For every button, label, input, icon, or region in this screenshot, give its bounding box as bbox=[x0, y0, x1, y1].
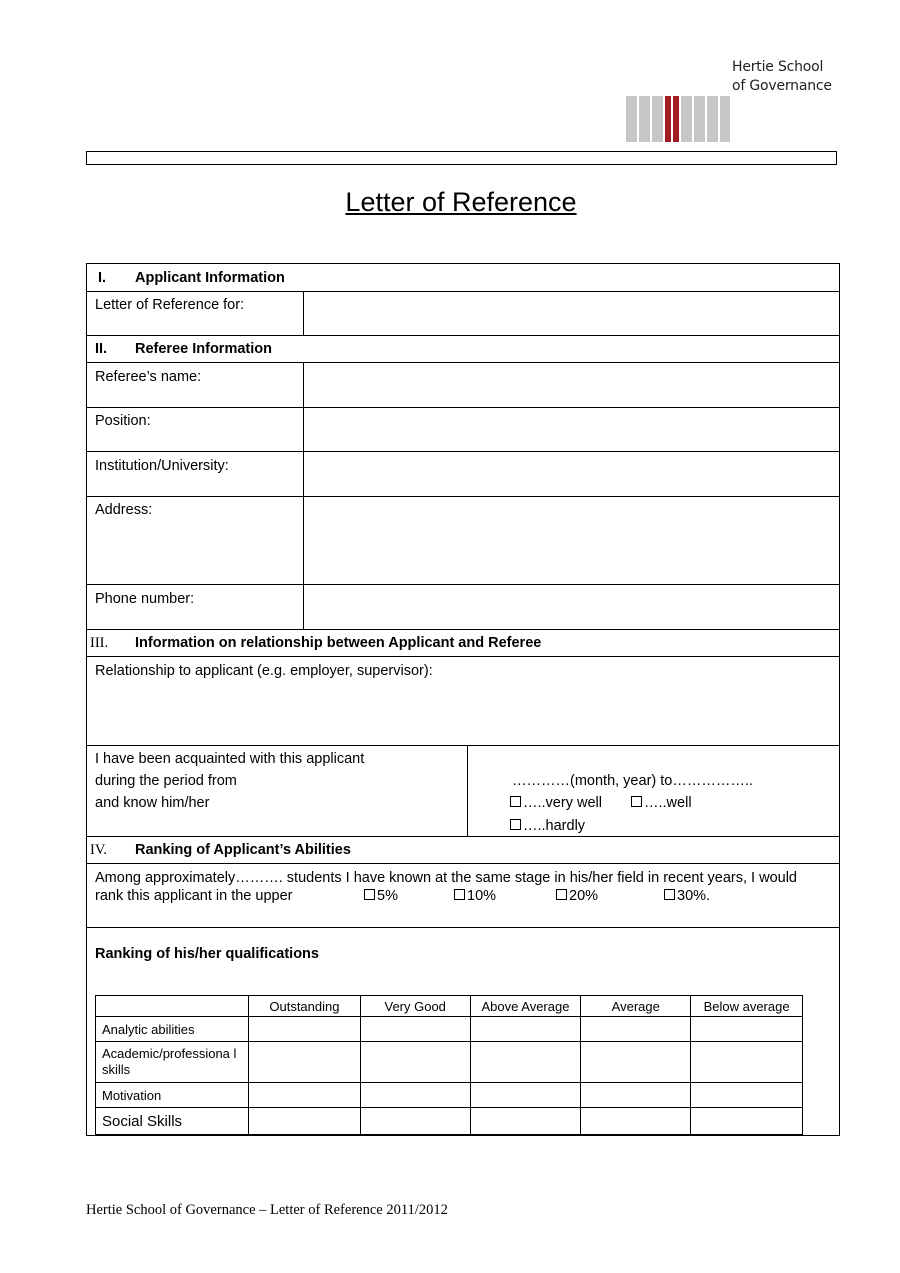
option-20-percent-label: 20% bbox=[569, 888, 599, 904]
address-field[interactable] bbox=[305, 497, 837, 583]
table-cell[interactable] bbox=[691, 1108, 803, 1135]
table-cell[interactable] bbox=[470, 1017, 581, 1042]
checkbox-icon[interactable] bbox=[510, 796, 521, 807]
page-title: Letter of Reference bbox=[345, 187, 577, 217]
letter-for-field[interactable] bbox=[305, 292, 837, 334]
acquainted-line-2: during the period from bbox=[95, 773, 237, 789]
table-cell[interactable] bbox=[691, 1017, 803, 1042]
table-header-row bbox=[96, 996, 803, 1017]
section-4-title: Ranking of Applicant’s Abilities bbox=[135, 842, 351, 858]
column-above-average: Above Average bbox=[470, 996, 581, 1017]
option-well[interactable] bbox=[631, 794, 692, 812]
row-label-academic bbox=[96, 1042, 249, 1083]
label-phone: Phone number: bbox=[95, 591, 195, 607]
school-name-line2: of Governance bbox=[732, 78, 832, 94]
period-text[interactable]: …………(month, year) to…………….. bbox=[512, 773, 753, 789]
table-cell[interactable] bbox=[581, 1083, 691, 1108]
column-outstanding: Outstanding bbox=[248, 996, 360, 1017]
label-position: Position: bbox=[95, 413, 151, 429]
option-5-percent-label: 5% bbox=[377, 888, 398, 904]
institution-field[interactable] bbox=[305, 452, 837, 495]
label-relationship: Relationship to applicant (e.g. employer, supervisor): bbox=[95, 663, 433, 679]
column-below-average: Below average bbox=[691, 996, 803, 1017]
header-rule-box bbox=[86, 151, 837, 165]
section-4-number: IV. bbox=[90, 842, 108, 858]
qualifications-table bbox=[95, 995, 803, 1135]
section-1-number: I. bbox=[98, 270, 107, 286]
label-referee-name: Referee’s name: bbox=[95, 369, 202, 385]
table-cell[interactable] bbox=[581, 1108, 691, 1135]
table-cell[interactable] bbox=[248, 1083, 360, 1108]
option-very-well[interactable] bbox=[510, 794, 602, 812]
option-10-percent-label: 10% bbox=[467, 888, 497, 904]
checkbox-icon[interactable] bbox=[664, 889, 675, 900]
acquainted-line-3: and know him/her bbox=[95, 795, 210, 811]
option-20-percent[interactable] bbox=[556, 887, 598, 905]
column-very-good: Very Good bbox=[360, 996, 470, 1017]
school-name bbox=[732, 58, 832, 96]
table-cell[interactable] bbox=[248, 1108, 360, 1135]
option-very-well-label: …..very well bbox=[523, 795, 602, 811]
table-cell[interactable] bbox=[248, 1017, 360, 1042]
section-2-number: II. bbox=[95, 341, 108, 357]
page-footer: Hertie School of Governance – Letter of Reference 2011/2012 bbox=[86, 1202, 448, 1218]
label-letter-for: Letter of Reference for: bbox=[95, 297, 245, 313]
column-average: Average bbox=[581, 996, 691, 1017]
section-3-title: Information on relationship between Applicant and Referee bbox=[135, 635, 542, 651]
phone-field[interactable] bbox=[305, 585, 837, 628]
table-cell[interactable] bbox=[691, 1042, 803, 1083]
table-cell[interactable] bbox=[691, 1083, 803, 1108]
row-label-motivation: Motivation bbox=[96, 1083, 249, 1108]
school-name-line1: Hertie School bbox=[732, 59, 824, 75]
qualifications-heading: Ranking of his/her qualifications bbox=[95, 946, 319, 962]
row-label-analytic: Analytic abilities bbox=[96, 1017, 249, 1042]
table-cell[interactable] bbox=[470, 1083, 581, 1108]
option-well-label: …..well bbox=[644, 795, 692, 811]
reference-form bbox=[86, 263, 840, 1136]
table-row bbox=[96, 1042, 803, 1083]
row-label-social: Social Skills bbox=[96, 1108, 249, 1135]
acquainted-line-1: I have been acquainted with this applicant bbox=[95, 751, 365, 767]
option-hardly[interactable] bbox=[510, 817, 585, 835]
checkbox-icon[interactable] bbox=[454, 889, 465, 900]
table-cell[interactable] bbox=[360, 1083, 470, 1108]
position-field[interactable] bbox=[305, 408, 837, 450]
label-address: Address: bbox=[95, 502, 153, 518]
option-30-percent[interactable] bbox=[664, 887, 710, 905]
ranking-sentence-line-2: rank this applicant in the upper bbox=[95, 888, 293, 904]
table-cell[interactable] bbox=[470, 1042, 581, 1083]
checkbox-icon[interactable] bbox=[556, 889, 567, 900]
option-hardly-label: …..hardly bbox=[523, 818, 586, 834]
table-cell[interactable] bbox=[360, 1108, 470, 1135]
table-cell[interactable] bbox=[360, 1017, 470, 1042]
checkbox-icon[interactable] bbox=[631, 796, 642, 807]
option-30-percent-label: 30%. bbox=[677, 888, 711, 904]
table-cell[interactable] bbox=[581, 1042, 691, 1083]
school-logo-icon bbox=[626, 96, 730, 142]
row-label-academic-text: Academic/professiona l skills bbox=[102, 1046, 237, 1077]
table-cell[interactable] bbox=[248, 1042, 360, 1083]
table-row bbox=[96, 1083, 803, 1108]
checkbox-icon[interactable] bbox=[510, 819, 521, 830]
section-1-title: Applicant Information bbox=[135, 270, 285, 286]
checkbox-icon[interactable] bbox=[364, 889, 375, 900]
ranking-sentence-line-1: Among approximately………. students I have known at the same stage in his/her field in recent years, I would bbox=[95, 870, 797, 886]
relationship-field[interactable] bbox=[89, 682, 837, 744]
option-10-percent[interactable] bbox=[454, 887, 496, 905]
table-row bbox=[96, 1108, 803, 1135]
section-3-number: III. bbox=[90, 635, 109, 651]
section-2-title: Referee Information bbox=[135, 341, 272, 357]
option-5-percent[interactable] bbox=[364, 887, 398, 905]
table-cell[interactable] bbox=[470, 1108, 581, 1135]
table-cell[interactable] bbox=[360, 1042, 470, 1083]
table-cell[interactable] bbox=[581, 1017, 691, 1042]
label-institution: Institution/University: bbox=[95, 458, 229, 474]
table-row bbox=[96, 1017, 803, 1042]
table-header-empty bbox=[96, 996, 249, 1017]
referee-name-field[interactable] bbox=[305, 363, 837, 406]
